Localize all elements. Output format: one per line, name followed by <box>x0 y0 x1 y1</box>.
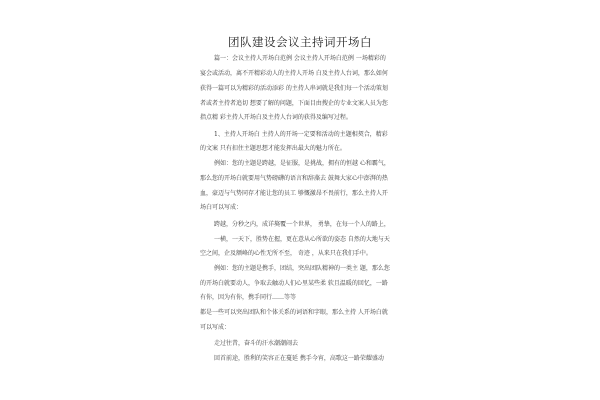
paragraph-line: 跨越，分秒之内，成详獒覆一个世界， 勇挚，在每一个人的路上， <box>214 221 390 228</box>
paragraph-line: 1、主持人开场白 主持人的开场一定要和活动的主题相契合，精彩 <box>214 131 388 138</box>
paragraph-line: 指点精 彩主持人开场白及主持人台词的获得及编写过程。 <box>200 114 352 121</box>
paragraph-line: 有你，因为有你，携手同行……等等 <box>200 294 297 301</box>
paragraph-line: 一横，一天下，胜势在握，更在意从心所欲的姿态 自然的大地与天 <box>214 236 390 243</box>
document-title: 团队建设会议主持词开场白 <box>228 35 372 49</box>
paragraph-line: 例如：您的主题是携手，团结，突出团队精神的一类主 题，那么您 <box>214 265 390 272</box>
paragraph-line: 的开场白就要动人，争取去触动人们心里某些柔 软且温暖的回忆，一路 <box>200 280 388 287</box>
paragraph-line: 血，豪迈与气势同存才能让您的员工 够慨激昂不畏前行，那么主持人开 <box>200 190 388 197</box>
paragraph-line: 者或者主持者追切 想要了解的问题，下面目由搜企的专业文案人员为您 <box>200 100 388 107</box>
paragraph-line: 篇一：会议主持人开场白范例 会议主持人开场白范例 一场精彩的 <box>214 55 386 62</box>
paragraph-line: 空之间，企及额峰的心性无所不至， 奇迹 ，从来只在我们手中。 <box>200 250 372 257</box>
paragraph-line: 走过往昔，奋斗的汗水潮潮闹去 <box>214 340 299 347</box>
paragraph-line: 那么您的开场白就要用气势磅礴的语言和辞藻去 鼓舞大家心中澎湃的热 <box>200 175 388 182</box>
paragraph-line: 可以写成： <box>200 324 231 331</box>
paragraph-line: 场白可以写成： <box>200 204 243 211</box>
paragraph-line: 例如：您的主题是跨越，是征服，是挑战，拥有的恒越 心和霸气， <box>214 160 390 167</box>
paragraph-line: 宴会或活动，离不开精彩动人的主持人开场 白及主持人台词，那么如何 <box>200 70 388 77</box>
paragraph-line: 回首前途，胜利的笑容正在蔓延 携手今宵，高歌这一路荣耀盛动 <box>214 355 384 362</box>
paragraph-line: 都是一些可以突出团队和个体关系的词语和字眼，那么主持 人开场白就 <box>200 309 388 316</box>
paragraph-line: 获得一篇可以为精彩的活动添彩 的主持人串词就是我们每一个活动策划 <box>200 85 388 92</box>
paragraph-line: 的文案 只有扣住主题思想才能发挥出最大的魅力所在。 <box>200 145 346 152</box>
